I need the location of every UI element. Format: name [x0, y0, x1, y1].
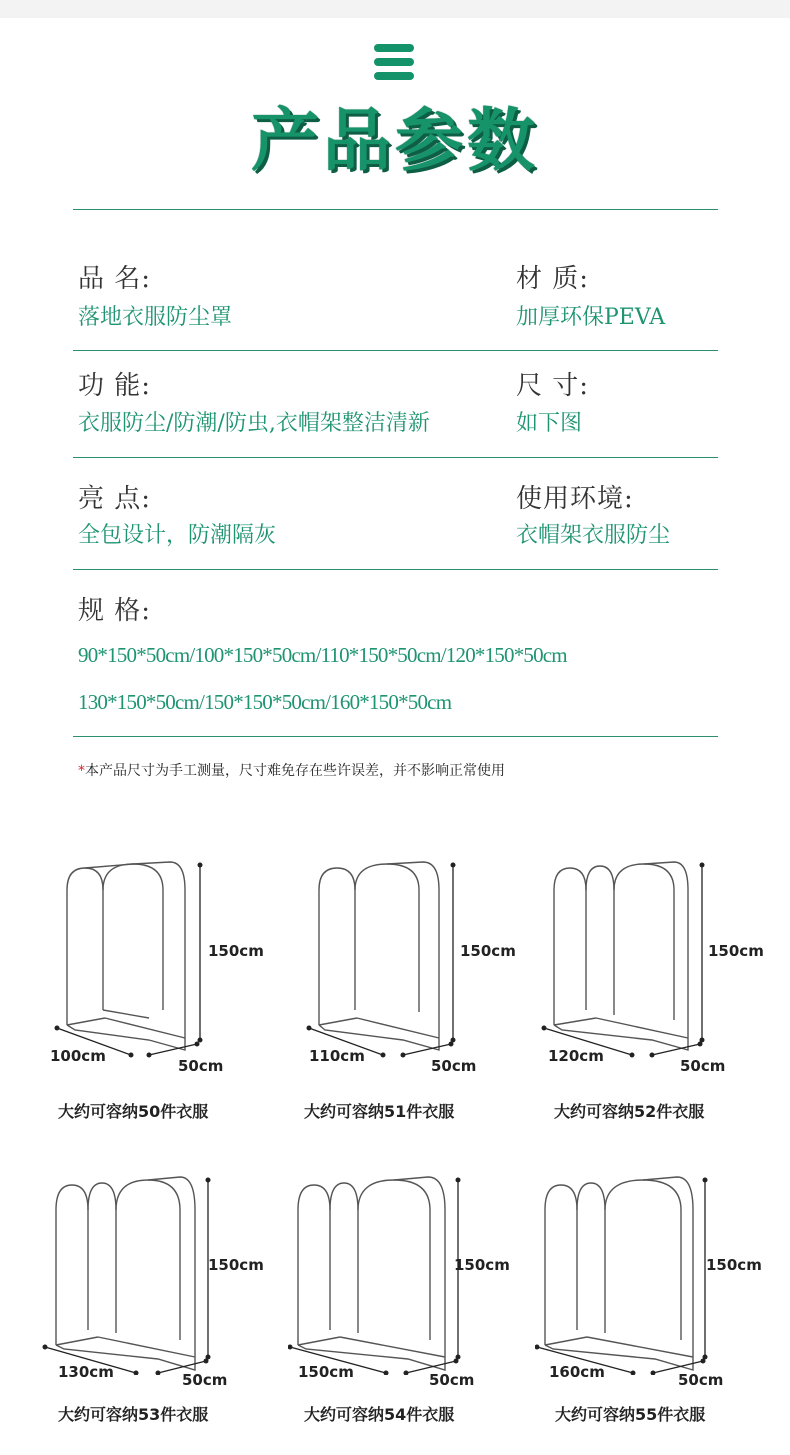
material-value: 加厚环保PEVA [516, 305, 666, 330]
depth-label: 50cm [429, 1371, 475, 1389]
height-label: 150cm [208, 942, 264, 960]
size-value: 如下图 [516, 411, 583, 436]
width-label: 130cm [58, 1363, 114, 1381]
divider [73, 209, 718, 210]
width-label: 110cm [309, 1047, 365, 1065]
spec-line-2: 130*150*50cm/150*150*50cm/160*150*50cm [78, 690, 452, 714]
width-label: 150cm [298, 1363, 354, 1381]
capacity-caption: 大约可容纳51件衣服 [304, 1102, 455, 1121]
highlight-value: 全包设计，防潮隔灰 [78, 523, 277, 548]
highlight-label: 亮 点: [78, 484, 152, 514]
note-text: 本产品尺寸为手工测量，尺寸难免存在些许误差，并不影响正常使用 [85, 763, 505, 779]
divider [73, 350, 718, 351]
capacity-caption: 大约可容纳54件衣服 [304, 1405, 455, 1424]
width-label: 120cm [548, 1047, 604, 1065]
height-label: 150cm [708, 942, 764, 960]
size-diagram-160 [535, 1165, 775, 1455]
size-label: 尺 寸: [516, 371, 590, 401]
depth-label: 50cm [678, 1371, 724, 1389]
menu-icon [374, 44, 414, 80]
depth-label: 50cm [680, 1057, 726, 1075]
top-strip [0, 0, 790, 18]
usage-value: 衣帽架衣服防尘 [516, 523, 671, 548]
size-diagram-130 [40, 1165, 280, 1455]
capacity-caption: 大约可容纳52件衣服 [554, 1102, 705, 1121]
spec-label: 规 格: [78, 596, 152, 626]
usage-label: 使用环境: [516, 484, 634, 514]
depth-label: 50cm [431, 1057, 477, 1075]
note-asterisk: * [78, 763, 85, 779]
size-diagram-110 [295, 850, 535, 1140]
divider [73, 457, 718, 458]
size-diagram-100 [45, 850, 285, 1140]
size-diagram-120 [540, 850, 780, 1140]
size-diagram-150 [288, 1165, 528, 1455]
width-label: 160cm [549, 1363, 605, 1381]
function-value: 衣服防尘/防潮/防虫,衣帽架整洁清新 [78, 411, 430, 436]
capacity-caption: 大约可容纳55件衣服 [555, 1405, 706, 1424]
height-label: 150cm [706, 1256, 762, 1274]
height-label: 150cm [460, 942, 516, 960]
height-label: 150cm [454, 1256, 510, 1274]
depth-label: 50cm [182, 1371, 228, 1389]
capacity-caption: 大约可容纳50件衣服 [58, 1102, 209, 1121]
function-label: 功 能: [78, 371, 152, 401]
depth-label: 50cm [178, 1057, 224, 1075]
page-title: 产品参数 [250, 101, 539, 181]
divider [73, 736, 718, 737]
measurement-note [78, 760, 505, 780]
capacity-caption: 大约可容纳53件衣服 [58, 1405, 209, 1424]
name-label: 品 名: [78, 264, 152, 294]
height-label: 150cm [208, 1256, 264, 1274]
divider [73, 569, 718, 570]
material-label: 材 质: [516, 264, 590, 294]
name-value: 落地衣服防尘罩 [78, 305, 233, 330]
spec-line-1: 90*150*50cm/100*150*50cm/110*150*50cm/120*150*50cm [78, 643, 567, 667]
width-label: 100cm [50, 1047, 106, 1065]
